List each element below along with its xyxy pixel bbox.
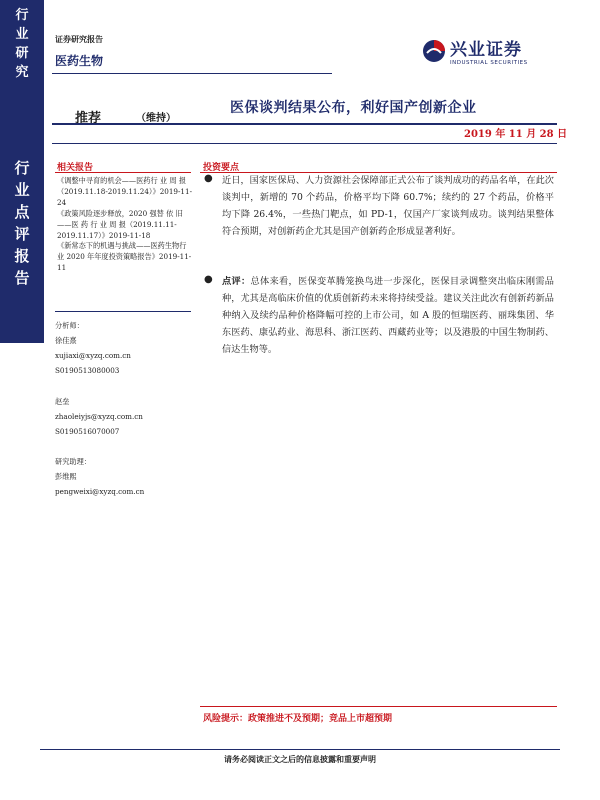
- assistant-email[interactable]: pengweixi@xyzq.com.cn: [55, 487, 145, 496]
- sidebar-middle-text: 行 业 点 评 报 告: [14, 159, 30, 287]
- related-divider: [55, 172, 191, 173]
- related-bottom-divider: [55, 311, 191, 312]
- analyst-cert: S0190513080003: [55, 366, 120, 375]
- logo-cn-text: 兴业证券: [450, 40, 522, 60]
- analyst-name: 赵垒: [55, 397, 70, 406]
- report-date: 2019 年 11 月 28 日: [464, 129, 568, 140]
- rating-maintain: （维持）: [136, 113, 176, 124]
- related-reports-list: [57, 176, 192, 274]
- assistant-name: 彭维熙: [55, 472, 77, 481]
- related-report-item[interactable]: 《政策风险逐步释放，2020 强替 依 旧——医 药 行 业 周 报（2019.11.11-2019.11.17）》2019-11-18: [57, 208, 183, 240]
- risk-divider: [200, 706, 557, 707]
- analyst-block-2: [55, 394, 195, 439]
- bullet-icon: ●: [204, 274, 213, 285]
- comment-text: 总体来看，医保变革腾笼换鸟进一步深化，医保目录调整突出临床刚需品种，尤其是高临床价值的优质创新药未来将持续受益。建议关注此次有创新药新品种纳入及续约品种价格降幅可控的上市公司，如 A 股的恒瑞医药、丽珠集团、华东医药、康弘药业、海思科、浙江医药、西藏药业等；以及港股的中国生物制药、信达生物等。: [222, 276, 554, 355]
- analyst-label: 分析师：: [55, 321, 84, 330]
- disclaimer-footer[interactable]: 请务必阅读正文之后的信息披露和重要声明: [224, 755, 376, 764]
- assistant-label: 研究助理：: [55, 457, 91, 466]
- report-title: 医保谈判结果公布，利好国产创新企业: [230, 100, 477, 116]
- analyst-cert: S0190516070007: [55, 427, 120, 436]
- analyst-block-1: [55, 318, 195, 378]
- rating: 推荐: [75, 111, 102, 126]
- related-report-item[interactable]: 《新常态下的机遇与挑战——医药生物行业 2020 年年度投资策略报告》2019-11-11: [57, 241, 192, 273]
- assistant-block: [55, 454, 195, 499]
- sector-name: 医药生物: [55, 54, 104, 68]
- bullet-icon: ●: [204, 173, 213, 184]
- logo-en-text: INDUSTRIAL SECURITIES: [450, 60, 528, 66]
- related-reports-heading: 相关报告: [57, 163, 94, 173]
- header-divider: [52, 73, 332, 74]
- risk-warning: 风险提示：政策推进不及预期；竞品上市超预期: [203, 714, 393, 724]
- paragraph-summary: 近日，国家医保局、人力资源社会保障部正式公布了谈判成功的药品名单，在此次谈判中，新增的 70 个药品，价格平均下降 60.7%；续约的 27 个药品，价格平均下降 26.4%，一些热门靶点，如 PD-1，仅国产厂家谈判成功。谈判结果整体符合预期，对创新药企尤其是国产创新药企形成显著利好。: [222, 175, 554, 237]
- analyst-email[interactable]: xujiaxi@xyzq.com.cn: [55, 351, 131, 360]
- sidebar-top-text: 行 业 研 究: [15, 8, 29, 80]
- footer-divider: [40, 749, 560, 750]
- date-divider: [52, 143, 557, 144]
- company-logo: [422, 35, 528, 66]
- investment-highlights-heading: 投资要点: [203, 163, 240, 173]
- paragraph-comment: [222, 273, 554, 358]
- analyst-name: 徐佳熹: [55, 336, 77, 345]
- comment-label: 点评：: [222, 276, 251, 287]
- analyst-email[interactable]: zhaoleiyjs@xyzq.com.cn: [55, 412, 143, 421]
- report-type-label: 证券研究报告: [55, 35, 103, 44]
- related-report-item[interactable]: 《调整中寻育的机会——医药行 业 周 报（2019.11.18-2019.11.24）》2019-11-24: [57, 176, 192, 207]
- logo-mark-icon: [422, 39, 446, 63]
